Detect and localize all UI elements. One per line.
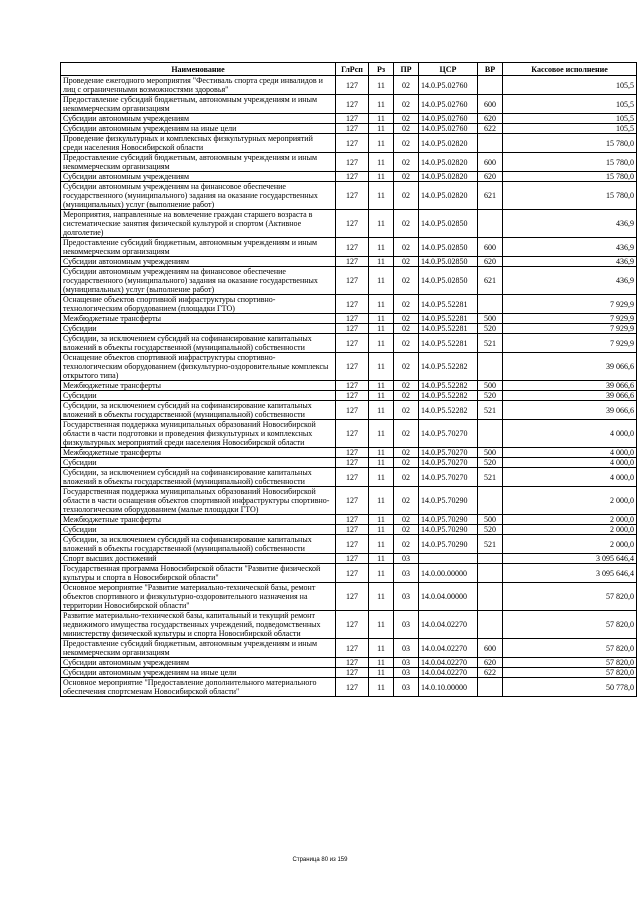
cell-grs: 127 bbox=[336, 658, 369, 668]
cell-pr: 02 bbox=[394, 535, 419, 554]
cell-name: Субсидии автономным учреждениям на иные цели bbox=[61, 668, 336, 678]
cell-vr bbox=[478, 583, 503, 611]
cell-name: Субсидии, за исключением субсидий на софинансирование капитальных вложений в объекты государственной (муниципальной) собственности bbox=[61, 468, 336, 487]
table-row bbox=[61, 267, 637, 295]
cell-rz: 11 bbox=[369, 257, 394, 267]
table-row bbox=[61, 535, 637, 554]
cell-grs: 127 bbox=[336, 267, 369, 295]
cell-pr: 02 bbox=[394, 448, 419, 458]
cell-csr: 14.0.00.00000 bbox=[419, 564, 478, 583]
cell-csr: 14.0.P5.02850 bbox=[419, 210, 478, 238]
cell-name: Субсидии bbox=[61, 525, 336, 535]
cell-csr: 14.0.P5.70290 bbox=[419, 535, 478, 554]
cell-csr: 14.0.04.02270 bbox=[419, 611, 478, 639]
budget-page bbox=[60, 62, 636, 697]
table-row bbox=[61, 172, 637, 182]
table-row bbox=[61, 295, 637, 314]
table-row bbox=[61, 468, 637, 487]
cell-rz: 11 bbox=[369, 153, 394, 172]
cell-rz: 11 bbox=[369, 267, 394, 295]
cell-rz: 11 bbox=[369, 353, 394, 381]
cell-amount: 4 000,0 bbox=[503, 420, 637, 448]
cell-pr: 03 bbox=[394, 554, 419, 564]
cell-grs: 127 bbox=[336, 611, 369, 639]
cell-grs: 127 bbox=[336, 420, 369, 448]
cell-vr: 600 bbox=[478, 238, 503, 257]
cell-name: Основное мероприятие "Предоставление дополнительного материального обеспечения спортсменам Новосибирской области" bbox=[61, 678, 336, 697]
cell-csr: 14.0.P5.02760 bbox=[419, 76, 478, 95]
cell-rz: 11 bbox=[369, 658, 394, 668]
cell-csr: 14.0.P5.70290 bbox=[419, 515, 478, 525]
cell-name: Проведение ежегодного мероприятия "Фестиваль спорта среди инвалидов и лиц с ограниченными возможностями здоровья" bbox=[61, 76, 336, 95]
cell-grs: 127 bbox=[336, 564, 369, 583]
cell-name: Государственная поддержка муниципальных образований Новосибирской области в части подготовки и проведения физкультурных и комплексных физкультурных мероприятий среди населения Новосибирской области bbox=[61, 420, 336, 448]
cell-csr: 14.0.P5.02760 bbox=[419, 95, 478, 114]
table-row bbox=[61, 76, 637, 95]
cell-name: Оснащение объектов спортивной инфраструктуры спортивно-технологическим оборудованием (площадки ГТО) bbox=[61, 295, 336, 314]
cell-grs: 127 bbox=[336, 238, 369, 257]
cell-amount: 15 780,0 bbox=[503, 172, 637, 182]
cell-grs: 127 bbox=[336, 525, 369, 535]
cell-vr bbox=[478, 134, 503, 153]
cell-csr: 14.0.P5.02820 bbox=[419, 134, 478, 153]
cell-pr: 02 bbox=[394, 114, 419, 124]
cell-csr: 14.0.P5.52282 bbox=[419, 381, 478, 391]
budget-table bbox=[60, 62, 637, 697]
cell-rz: 11 bbox=[369, 487, 394, 515]
table-row bbox=[61, 554, 637, 564]
cell-amount: 105,5 bbox=[503, 95, 637, 114]
cell-name: Основное мероприятие "Развитие материально-технической базы, ремонт объектов спортивного и физкультурно-оздоровительного назначения на территории Новосибирской области" bbox=[61, 583, 336, 611]
cell-name: Государственная программа Новосибирской области "Развитие физической культуры и спорта в Новосибирской области" bbox=[61, 564, 336, 583]
header-name: Наименование bbox=[61, 63, 336, 76]
cell-rz: 11 bbox=[369, 678, 394, 697]
cell-rz: 11 bbox=[369, 324, 394, 334]
cell-grs: 127 bbox=[336, 487, 369, 515]
header-amount: Кассовое исполнение bbox=[503, 63, 637, 76]
table-row bbox=[61, 238, 637, 257]
cell-name: Субсидии автономным учреждениям bbox=[61, 114, 336, 124]
cell-grs: 127 bbox=[336, 114, 369, 124]
cell-pr: 02 bbox=[394, 257, 419, 267]
cell-vr bbox=[478, 678, 503, 697]
cell-csr: 14.0.P5.52281 bbox=[419, 295, 478, 314]
table-row bbox=[61, 153, 637, 172]
cell-vr: 520 bbox=[478, 391, 503, 401]
cell-rz: 11 bbox=[369, 114, 394, 124]
cell-vr: 520 bbox=[478, 324, 503, 334]
cell-vr bbox=[478, 564, 503, 583]
cell-csr: 14.0.10.00000 bbox=[419, 678, 478, 697]
cell-rz: 11 bbox=[369, 515, 394, 525]
cell-name: Межбюджетные трансферты bbox=[61, 448, 336, 458]
cell-pr: 02 bbox=[394, 295, 419, 314]
table-row bbox=[61, 114, 637, 124]
table-row bbox=[61, 668, 637, 678]
cell-name: Спорт высших достижений bbox=[61, 554, 336, 564]
cell-vr bbox=[478, 295, 503, 314]
table-row bbox=[61, 583, 637, 611]
cell-csr: 14.0.P5.70270 bbox=[419, 458, 478, 468]
cell-name: Субсидии автономным учреждениям на финансовое обеспечение государственного (муниципального) задания на оказание государственных (муниципальных) услуг (выполнение работ) bbox=[61, 267, 336, 295]
cell-pr: 02 bbox=[394, 468, 419, 487]
table-row bbox=[61, 95, 637, 114]
header-pr: ПР bbox=[394, 63, 419, 76]
cell-name: Субсидии автономным учреждениям на иные цели bbox=[61, 124, 336, 134]
cell-amount: 2 000,0 bbox=[503, 487, 637, 515]
cell-name: Мероприятия, направленные на вовлечение граждан старшего возраста в систематические занятия физической культурой и спортом (Активное долголетие) bbox=[61, 210, 336, 238]
cell-rz: 11 bbox=[369, 95, 394, 114]
table-row bbox=[61, 210, 637, 238]
table-row bbox=[61, 124, 637, 134]
cell-vr: 600 bbox=[478, 153, 503, 172]
header-grs: ГлРсп bbox=[336, 63, 369, 76]
table-row bbox=[61, 420, 637, 448]
cell-name: Предоставление субсидий бюджетным, автономным учреждениям и иным некоммерческим организациям bbox=[61, 238, 336, 257]
table-row bbox=[61, 611, 637, 639]
cell-amount: 7 929,9 bbox=[503, 324, 637, 334]
cell-vr: 600 bbox=[478, 95, 503, 114]
cell-pr: 02 bbox=[394, 525, 419, 535]
cell-pr: 03 bbox=[394, 678, 419, 697]
cell-amount: 2 000,0 bbox=[503, 525, 637, 535]
cell-rz: 11 bbox=[369, 420, 394, 448]
cell-vr bbox=[478, 611, 503, 639]
table-row bbox=[61, 182, 637, 210]
cell-vr: 622 bbox=[478, 668, 503, 678]
table-row bbox=[61, 401, 637, 420]
cell-vr bbox=[478, 420, 503, 448]
cell-name: Субсидии bbox=[61, 391, 336, 401]
cell-grs: 127 bbox=[336, 535, 369, 554]
cell-vr: 622 bbox=[478, 124, 503, 134]
cell-name: Предоставление субсидий бюджетным, автономным учреждениям и иным некоммерческим организациям bbox=[61, 95, 336, 114]
cell-vr: 521 bbox=[478, 401, 503, 420]
cell-pr: 02 bbox=[394, 353, 419, 381]
cell-pr: 03 bbox=[394, 611, 419, 639]
page-footer: Страница 80 из 159 bbox=[292, 857, 348, 863]
cell-pr: 02 bbox=[394, 210, 419, 238]
table-row bbox=[61, 381, 637, 391]
table-row bbox=[61, 324, 637, 334]
cell-vr: 620 bbox=[478, 114, 503, 124]
table-row bbox=[61, 448, 637, 458]
cell-grs: 127 bbox=[336, 210, 369, 238]
table-row bbox=[61, 257, 637, 267]
cell-amount: 39 066,6 bbox=[503, 391, 637, 401]
cell-vr bbox=[478, 554, 503, 564]
cell-name: Предоставление субсидий бюджетным, автономным учреждениям и иным некоммерческим организациям bbox=[61, 153, 336, 172]
cell-vr: 521 bbox=[478, 334, 503, 353]
table-row bbox=[61, 334, 637, 353]
cell-grs: 127 bbox=[336, 381, 369, 391]
cell-rz: 11 bbox=[369, 134, 394, 153]
cell-rz: 11 bbox=[369, 535, 394, 554]
cell-pr: 03 bbox=[394, 639, 419, 658]
cell-name: Субсидии автономным учреждениям bbox=[61, 658, 336, 668]
cell-csr: 14.0.P5.70270 bbox=[419, 420, 478, 448]
cell-amount: 105,5 bbox=[503, 124, 637, 134]
cell-rz: 11 bbox=[369, 564, 394, 583]
cell-vr bbox=[478, 210, 503, 238]
cell-grs: 127 bbox=[336, 76, 369, 95]
cell-pr: 03 bbox=[394, 583, 419, 611]
cell-rz: 11 bbox=[369, 458, 394, 468]
cell-amount: 105,5 bbox=[503, 76, 637, 95]
cell-pr: 02 bbox=[394, 420, 419, 448]
cell-grs: 127 bbox=[336, 678, 369, 697]
cell-vr: 621 bbox=[478, 267, 503, 295]
cell-pr: 02 bbox=[394, 95, 419, 114]
cell-rz: 11 bbox=[369, 314, 394, 324]
cell-amount: 57 820,0 bbox=[503, 668, 637, 678]
cell-name: Оснащение объектов спортивной инфраструктуры спортивно-технологическим оборудованием (физкультурно-оздоровительные комплексы открытого типа) bbox=[61, 353, 336, 381]
table-row bbox=[61, 639, 637, 658]
cell-name: Межбюджетные трансферты bbox=[61, 314, 336, 324]
cell-vr: 500 bbox=[478, 448, 503, 458]
cell-vr: 520 bbox=[478, 525, 503, 535]
cell-grs: 127 bbox=[336, 458, 369, 468]
cell-name: Развитие материально-технической базы, капитальный и текущий ремонт недвижимого имущества государственных учреждений, подведомственных министерству физической культуры и спорта Новосибирской области bbox=[61, 611, 336, 639]
cell-vr: 621 bbox=[478, 182, 503, 210]
cell-csr: 14.0.P5.52281 bbox=[419, 334, 478, 353]
cell-amount: 4 000,0 bbox=[503, 468, 637, 487]
cell-csr: 14.0.P5.02850 bbox=[419, 257, 478, 267]
cell-vr bbox=[478, 487, 503, 515]
cell-csr: 14.0.P5.52281 bbox=[419, 324, 478, 334]
cell-csr: 14.0.04.02270 bbox=[419, 658, 478, 668]
cell-rz: 11 bbox=[369, 76, 394, 95]
table-row bbox=[61, 353, 637, 381]
cell-vr: 600 bbox=[478, 639, 503, 658]
cell-rz: 11 bbox=[369, 172, 394, 182]
cell-vr: 620 bbox=[478, 172, 503, 182]
cell-amount: 39 066,6 bbox=[503, 401, 637, 420]
cell-name: Субсидии автономным учреждениям на финансовое обеспечение государственного (муниципального) задания на оказание государственных (муниципальных) услуг (выполнение работ) bbox=[61, 182, 336, 210]
cell-rz: 11 bbox=[369, 124, 394, 134]
table-row bbox=[61, 487, 637, 515]
cell-pr: 02 bbox=[394, 487, 419, 515]
cell-name: Межбюджетные трансферты bbox=[61, 381, 336, 391]
cell-csr: 14.0.P5.02820 bbox=[419, 182, 478, 210]
cell-amount: 7 929,9 bbox=[503, 314, 637, 324]
cell-pr: 03 bbox=[394, 658, 419, 668]
table-row bbox=[61, 458, 637, 468]
cell-amount: 7 929,9 bbox=[503, 295, 637, 314]
cell-amount: 3 095 646,4 bbox=[503, 554, 637, 564]
cell-grs: 127 bbox=[336, 124, 369, 134]
cell-grs: 127 bbox=[336, 314, 369, 324]
cell-pr: 03 bbox=[394, 668, 419, 678]
cell-rz: 11 bbox=[369, 401, 394, 420]
cell-csr bbox=[419, 554, 478, 564]
cell-grs: 127 bbox=[336, 257, 369, 267]
cell-pr: 02 bbox=[394, 334, 419, 353]
cell-amount: 39 066,6 bbox=[503, 381, 637, 391]
cell-amount: 57 820,0 bbox=[503, 583, 637, 611]
table-row bbox=[61, 678, 637, 697]
cell-csr: 14.0.P5.02760 bbox=[419, 114, 478, 124]
cell-amount: 105,5 bbox=[503, 114, 637, 124]
table-row bbox=[61, 658, 637, 668]
cell-amount: 436,9 bbox=[503, 238, 637, 257]
cell-pr: 02 bbox=[394, 124, 419, 134]
cell-amount: 15 780,0 bbox=[503, 134, 637, 153]
table-row bbox=[61, 525, 637, 535]
cell-grs: 127 bbox=[336, 639, 369, 658]
cell-amount: 15 780,0 bbox=[503, 182, 637, 210]
cell-grs: 127 bbox=[336, 295, 369, 314]
cell-csr: 14.0.P5.02760 bbox=[419, 124, 478, 134]
cell-grs: 127 bbox=[336, 391, 369, 401]
cell-vr bbox=[478, 353, 503, 381]
cell-amount: 57 820,0 bbox=[503, 639, 637, 658]
cell-pr: 02 bbox=[394, 458, 419, 468]
cell-name: Субсидии bbox=[61, 458, 336, 468]
cell-csr: 14.0.P5.70290 bbox=[419, 525, 478, 535]
cell-csr: 14.0.P5.02820 bbox=[419, 172, 478, 182]
cell-amount: 50 778,0 bbox=[503, 678, 637, 697]
cell-vr: 500 bbox=[478, 515, 503, 525]
cell-grs: 127 bbox=[336, 353, 369, 381]
cell-pr: 02 bbox=[394, 267, 419, 295]
cell-csr: 14.0.P5.52282 bbox=[419, 391, 478, 401]
cell-grs: 127 bbox=[336, 324, 369, 334]
cell-amount: 57 820,0 bbox=[503, 658, 637, 668]
cell-amount: 57 820,0 bbox=[503, 611, 637, 639]
cell-rz: 11 bbox=[369, 448, 394, 458]
cell-grs: 127 bbox=[336, 334, 369, 353]
cell-pr: 02 bbox=[394, 515, 419, 525]
cell-pr: 02 bbox=[394, 314, 419, 324]
cell-rz: 11 bbox=[369, 295, 394, 314]
cell-rz: 11 bbox=[369, 583, 394, 611]
cell-rz: 11 bbox=[369, 334, 394, 353]
cell-vr: 521 bbox=[478, 468, 503, 487]
cell-vr: 620 bbox=[478, 257, 503, 267]
cell-rz: 11 bbox=[369, 182, 394, 210]
cell-csr: 14.0.P5.52282 bbox=[419, 353, 478, 381]
cell-rz: 11 bbox=[369, 381, 394, 391]
header-csr: ЦСР bbox=[419, 63, 478, 76]
cell-name: Субсидии, за исключением субсидий на софинансирование капитальных вложений в объекты государственной (муниципальной) собственности bbox=[61, 535, 336, 554]
cell-amount: 4 000,0 bbox=[503, 458, 637, 468]
cell-grs: 127 bbox=[336, 583, 369, 611]
cell-csr: 14.0.P5.52282 bbox=[419, 401, 478, 420]
cell-pr: 02 bbox=[394, 76, 419, 95]
cell-vr: 620 bbox=[478, 658, 503, 668]
cell-grs: 127 bbox=[336, 134, 369, 153]
cell-amount: 7 929,9 bbox=[503, 334, 637, 353]
cell-rz: 11 bbox=[369, 468, 394, 487]
cell-pr: 02 bbox=[394, 381, 419, 391]
cell-csr: 14.0.P5.70290 bbox=[419, 487, 478, 515]
cell-name: Субсидии, за исключением субсидий на софинансирование капитальных вложений в объекты государственной (муниципальной) собственности bbox=[61, 401, 336, 420]
cell-csr: 14.0.P5.70270 bbox=[419, 468, 478, 487]
cell-name: Субсидии автономным учреждениям bbox=[61, 172, 336, 182]
table-row bbox=[61, 564, 637, 583]
cell-amount: 4 000,0 bbox=[503, 448, 637, 458]
cell-amount: 15 780,0 bbox=[503, 153, 637, 172]
table-row bbox=[61, 134, 637, 153]
cell-amount: 436,9 bbox=[503, 267, 637, 295]
cell-csr: 14.0.04.00000 bbox=[419, 583, 478, 611]
cell-grs: 127 bbox=[336, 172, 369, 182]
cell-vr: 500 bbox=[478, 381, 503, 391]
cell-pr: 03 bbox=[394, 564, 419, 583]
cell-vr: 521 bbox=[478, 535, 503, 554]
cell-amount: 436,9 bbox=[503, 210, 637, 238]
cell-pr: 02 bbox=[394, 182, 419, 210]
table-row bbox=[61, 314, 637, 324]
cell-grs: 127 bbox=[336, 448, 369, 458]
cell-name: Проведение физкультурных и комплексных физкультурных мероприятий среди населения Новосибирской области bbox=[61, 134, 336, 153]
cell-pr: 02 bbox=[394, 134, 419, 153]
table-row bbox=[61, 391, 637, 401]
cell-amount: 3 095 646,4 bbox=[503, 564, 637, 583]
cell-csr: 14.0.04.02270 bbox=[419, 639, 478, 658]
cell-rz: 11 bbox=[369, 611, 394, 639]
cell-name: Предоставление субсидий бюджетным, автономным учреждениям и иным некоммерческим организациям bbox=[61, 639, 336, 658]
cell-csr: 14.0.04.02270 bbox=[419, 668, 478, 678]
cell-rz: 11 bbox=[369, 668, 394, 678]
cell-csr: 14.0.P5.70270 bbox=[419, 448, 478, 458]
cell-pr: 02 bbox=[394, 401, 419, 420]
cell-grs: 127 bbox=[336, 515, 369, 525]
cell-rz: 11 bbox=[369, 238, 394, 257]
cell-vr: 520 bbox=[478, 458, 503, 468]
cell-rz: 11 bbox=[369, 639, 394, 658]
cell-grs: 127 bbox=[336, 182, 369, 210]
cell-csr: 14.0.P5.02850 bbox=[419, 267, 478, 295]
cell-vr bbox=[478, 76, 503, 95]
table-header-row bbox=[61, 63, 637, 76]
cell-amount: 39 066,6 bbox=[503, 353, 637, 381]
cell-pr: 02 bbox=[394, 238, 419, 257]
cell-grs: 127 bbox=[336, 468, 369, 487]
cell-amount: 2 000,0 bbox=[503, 535, 637, 554]
cell-grs: 127 bbox=[336, 401, 369, 420]
header-rz: Рз bbox=[369, 63, 394, 76]
cell-name: Субсидии bbox=[61, 324, 336, 334]
cell-amount: 2 000,0 bbox=[503, 515, 637, 525]
cell-grs: 127 bbox=[336, 95, 369, 114]
header-vr: ВР bbox=[478, 63, 503, 76]
cell-rz: 11 bbox=[369, 210, 394, 238]
table-row bbox=[61, 515, 637, 525]
cell-csr: 14.0.P5.02820 bbox=[419, 153, 478, 172]
cell-csr: 14.0.P5.02850 bbox=[419, 238, 478, 257]
cell-name: Субсидии автономным учреждениям bbox=[61, 257, 336, 267]
cell-grs: 127 bbox=[336, 153, 369, 172]
cell-rz: 11 bbox=[369, 554, 394, 564]
cell-rz: 11 bbox=[369, 391, 394, 401]
cell-grs: 127 bbox=[336, 554, 369, 564]
cell-pr: 02 bbox=[394, 391, 419, 401]
cell-grs: 127 bbox=[336, 668, 369, 678]
cell-amount: 436,9 bbox=[503, 257, 637, 267]
cell-rz: 11 bbox=[369, 525, 394, 535]
cell-csr: 14.0.P5.52281 bbox=[419, 314, 478, 324]
cell-name: Государственная поддержка муниципальных образований Новосибирской области в части оснащения объектов спортивной инфраструктуры спортивно-технологическим оборудованием (малые площадки ГТО) bbox=[61, 487, 336, 515]
cell-vr: 500 bbox=[478, 314, 503, 324]
cell-name: Субсидии, за исключением субсидий на софинансирование капитальных вложений в объекты государственной (муниципальной) собственности bbox=[61, 334, 336, 353]
cell-name: Межбюджетные трансферты bbox=[61, 515, 336, 525]
cell-pr: 02 bbox=[394, 324, 419, 334]
cell-pr: 02 bbox=[394, 172, 419, 182]
cell-pr: 02 bbox=[394, 153, 419, 172]
